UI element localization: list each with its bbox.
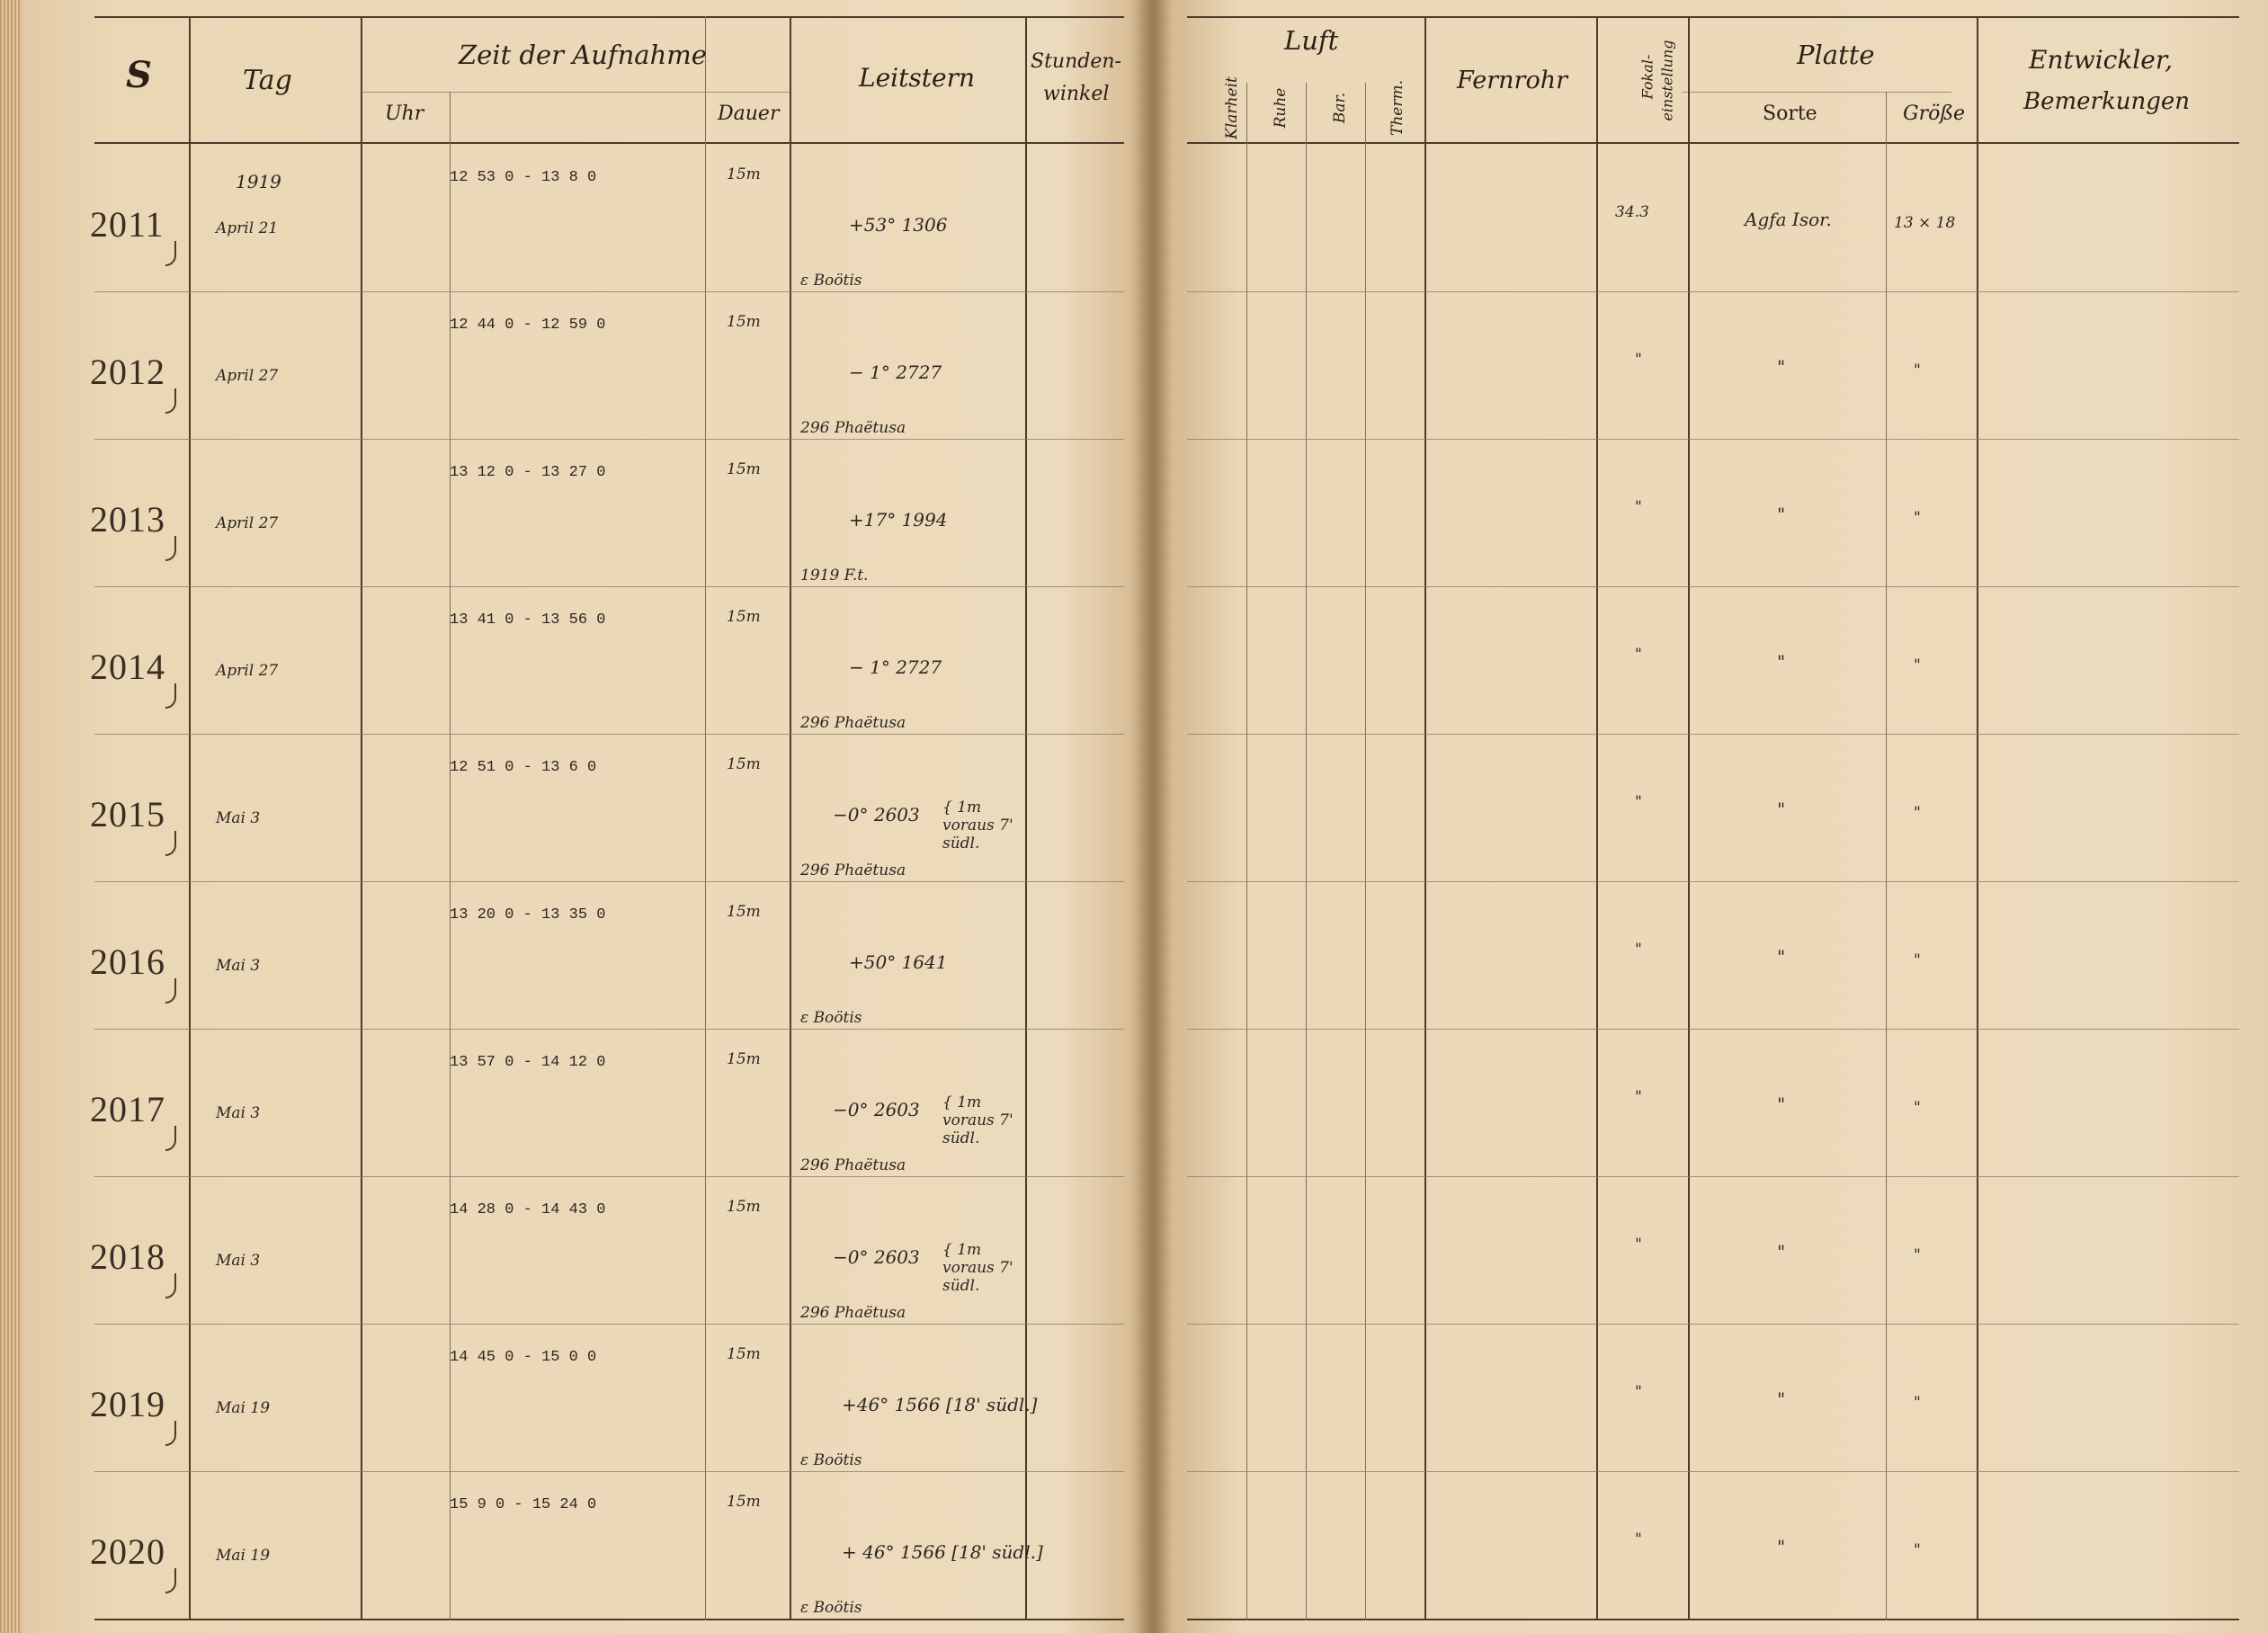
row-tag: April 27	[216, 367, 279, 385]
row-leitstern-ref: 296 Phaëtusa	[800, 714, 906, 732]
row-divider-right	[1187, 1176, 2239, 1177]
row-tag: Mai 3	[216, 1104, 261, 1122]
row-divider	[94, 1471, 1124, 1472]
col-line-sorte	[1886, 92, 1887, 1620]
row-tag: Mai 19	[216, 1547, 271, 1565]
row-fokal: 34.3	[1615, 203, 1649, 221]
row-leitstern: +17° 1994	[849, 509, 948, 531]
row-sorte: "	[1777, 946, 1786, 968]
row-s-number: 2015	[90, 794, 165, 834]
header-entwickler: Entwickler,	[2029, 45, 2174, 75]
row-groesse: "	[1914, 1246, 1921, 1264]
row-divider	[94, 734, 1124, 735]
row-divider	[94, 1176, 1124, 1177]
row-leitstern: +53° 1306	[849, 214, 948, 236]
col-line-leitstern	[1025, 16, 1027, 1620]
row-tag: Mai 3	[216, 1252, 261, 1270]
header-bemerkungen: Bemerkungen	[2023, 88, 2190, 115]
row-tag: April 27	[216, 514, 279, 532]
row-leitstern-note: { 1m voraus 7' südl.	[942, 1241, 1013, 1295]
header-fokal: Fokal-	[1638, 54, 1656, 100]
header-bar: Bar.	[1331, 92, 1349, 124]
row-leitstern-ref: 296 Phaëtusa	[800, 1304, 906, 1322]
header-leitstern: Leitstern	[859, 63, 975, 93]
header-klarheit: Klarheit	[1223, 76, 1241, 139]
header-winkel: winkel	[1043, 83, 1110, 105]
row-leitstern: −0° 2603	[833, 1099, 920, 1120]
row-zeit: 12 51 0 - 13 6 0	[450, 759, 597, 776]
row-sorte: "	[1777, 1241, 1786, 1263]
header-ruhe: Ruhe	[1272, 87, 1290, 129]
row-groesse: "	[1914, 1394, 1921, 1412]
row-sorte: "	[1777, 1536, 1786, 1557]
check-mark	[165, 831, 176, 856]
row-fokal: "	[1635, 351, 1642, 369]
row-groesse: "	[1914, 951, 1921, 969]
row-fokal: "	[1635, 1088, 1642, 1106]
row-s-number: 2017	[90, 1089, 165, 1129]
row-leitstern: + 46° 1566 [18' südl.]	[842, 1541, 1043, 1563]
row-s-number: 2018	[90, 1236, 165, 1277]
row-divider-right	[1187, 734, 2239, 735]
row-sorte: "	[1777, 504, 1786, 525]
row-zeit: 14 28 0 - 14 43 0	[450, 1201, 606, 1218]
header-therm: Therm.	[1388, 80, 1406, 136]
row-zeit: 12 44 0 - 12 59 0	[450, 317, 606, 334]
row-divider	[94, 291, 1124, 292]
row-leitstern-ref: 296 Phaëtusa	[800, 1156, 906, 1174]
col-line-dauer-start	[705, 16, 706, 1620]
col-line-fernrohr	[1596, 16, 1598, 1620]
top-rule	[94, 16, 1124, 18]
row-groesse: "	[1914, 361, 1921, 379]
row-fokal: "	[1635, 1383, 1642, 1401]
check-mark	[165, 978, 176, 1004]
header-uhr: Uhr	[385, 103, 424, 125]
row-s-number: 2012	[90, 352, 165, 392]
header-platte: Platte	[1797, 40, 1875, 70]
row-leitstern: − 1° 2727	[849, 656, 942, 678]
row-dauer: 15m	[727, 460, 761, 478]
row-leitstern-ref: ε Boötis	[800, 1009, 862, 1027]
row-leitstern: −0° 2603	[833, 1246, 920, 1268]
row-divider	[94, 881, 1124, 882]
col-line-s	[189, 16, 191, 1620]
row-dauer: 15m	[727, 608, 761, 626]
row-dauer: 15m	[727, 1345, 761, 1363]
right-page	[1169, 0, 2268, 1633]
row-dauer: 15m	[727, 313, 761, 331]
header-sorte: Sorte	[1763, 103, 1817, 125]
row-zeit: 12 53 0 - 13 8 0	[450, 169, 597, 186]
row-fokal: "	[1635, 1236, 1642, 1254]
col-line-platte	[1977, 16, 1978, 1620]
row-leitstern-ref: 296 Phaëtusa	[800, 861, 906, 879]
row-divider	[94, 1324, 1124, 1325]
row-dauer: 15m	[727, 903, 761, 921]
row-divider-right	[1187, 586, 2239, 587]
header-fernrohr: Fernrohr	[1457, 67, 1567, 94]
check-mark	[165, 1273, 176, 1298]
row-zeit: 13 57 0 - 14 12 0	[450, 1054, 606, 1071]
header-s: S	[126, 54, 152, 96]
row-dauer: 15m	[727, 165, 761, 183]
row-tag: April 27	[216, 662, 279, 680]
row-groesse: "	[1914, 656, 1921, 674]
header-tag: Tag	[243, 65, 292, 96]
col-line-tag	[361, 16, 362, 1620]
row-zeit: 13 20 0 - 13 35 0	[450, 906, 606, 924]
row-leitstern: − 1° 2727	[849, 361, 942, 383]
zeit-sub-rule	[362, 92, 790, 93]
check-mark	[165, 1568, 176, 1593]
check-mark	[165, 1126, 176, 1151]
row-zeit: 15 9 0 - 15 24 0	[450, 1496, 597, 1513]
check-mark	[165, 388, 176, 414]
row-s-number: 2014	[90, 647, 165, 687]
row-tag: April 21	[216, 219, 279, 237]
row-leitstern: +46° 1566 [18' südl.]	[842, 1394, 1038, 1415]
row-leitstern-ref: ε Boötis	[800, 1451, 862, 1469]
header-einstellung: einstellung	[1658, 40, 1676, 121]
header-luft: Luft	[1284, 25, 1339, 56]
row-dauer: 15m	[727, 1198, 761, 1216]
check-mark	[165, 1421, 176, 1446]
row-leitstern-note: { 1m voraus 7' südl.	[942, 799, 1013, 852]
col-line-therm	[1424, 16, 1426, 1620]
col-line-ruhe	[1306, 83, 1307, 1620]
row-fokal: "	[1635, 1530, 1642, 1548]
bottom-rule	[94, 1619, 1124, 1620]
row-divider	[94, 586, 1124, 587]
row-tag: Mai 3	[216, 957, 261, 975]
top-rule-right	[1187, 16, 2239, 18]
row-divider	[94, 439, 1124, 440]
platte-sub-rule	[1682, 92, 1951, 93]
row-divider	[94, 1029, 1124, 1030]
row-fokal: "	[1635, 498, 1642, 516]
row-sorte: "	[1777, 799, 1786, 820]
check-mark	[165, 536, 176, 561]
row-leitstern-note: { 1m voraus 7' südl.	[942, 1093, 1013, 1147]
row-dauer: 15m	[727, 1050, 761, 1068]
header-zeit-der-aufnahme: Zeit der Aufnahme	[459, 40, 707, 70]
row-sorte: "	[1777, 356, 1786, 378]
row-groesse: "	[1914, 1099, 1921, 1117]
header-rule	[94, 142, 1124, 144]
row-leitstern-ref: ε Boötis	[800, 272, 862, 290]
row-divider-right	[1187, 1029, 2239, 1030]
year-note: 1919	[236, 171, 281, 192]
row-fokal: "	[1635, 646, 1642, 664]
row-leitstern: −0° 2603	[833, 804, 920, 825]
row-zeit: 14 45 0 - 15 0 0	[450, 1349, 597, 1366]
header-groesse: Größe	[1903, 103, 1966, 125]
check-mark	[165, 241, 176, 266]
row-zeit: 13 41 0 - 13 56 0	[450, 611, 606, 629]
check-mark	[165, 683, 176, 709]
row-tag: Mai 3	[216, 809, 261, 827]
row-fokal: "	[1635, 793, 1642, 811]
row-tag: Mai 19	[216, 1399, 271, 1417]
col-line-klarheit	[1246, 83, 1247, 1620]
bottom-rule-right	[1187, 1619, 2239, 1620]
row-zeit: 13 12 0 - 13 27 0	[450, 464, 606, 481]
header-dauer: Dauer	[718, 103, 780, 125]
row-sorte: "	[1777, 1388, 1786, 1410]
row-groesse: "	[1914, 1541, 1921, 1559]
row-groesse: "	[1914, 509, 1921, 527]
row-s-number: 2013	[90, 499, 165, 540]
row-divider-right	[1187, 881, 2239, 882]
row-dauer: 15m	[727, 755, 761, 773]
row-leitstern-ref: ε Boötis	[800, 1599, 862, 1617]
col-line-zeit	[790, 16, 791, 1620]
row-divider-right	[1187, 1471, 2239, 1472]
row-groesse: 13 × 18	[1894, 214, 1956, 232]
header-stunden: Stunden-	[1031, 50, 1121, 73]
row-leitstern-ref: 296 Phaëtusa	[800, 419, 906, 437]
row-leitstern-ref: 1919 F.t.	[800, 567, 869, 584]
row-fokal: "	[1635, 941, 1642, 959]
col-line-bar	[1365, 83, 1366, 1620]
row-dauer: 15m	[727, 1493, 761, 1511]
row-s-number: 2011	[90, 204, 165, 245]
row-leitstern: +50° 1641	[849, 951, 948, 973]
row-divider-right	[1187, 439, 2239, 440]
row-sorte: Agfa Isor.	[1745, 209, 1832, 230]
row-s-number: 2020	[90, 1531, 165, 1572]
row-sorte: "	[1777, 651, 1786, 673]
row-groesse: "	[1914, 804, 1921, 822]
row-divider-right	[1187, 291, 2239, 292]
col-line-fokal	[1688, 16, 1690, 1620]
row-s-number: 2019	[90, 1384, 165, 1424]
row-sorte: "	[1777, 1093, 1786, 1115]
row-s-number: 2016	[90, 941, 165, 982]
row-divider-right	[1187, 1324, 2239, 1325]
